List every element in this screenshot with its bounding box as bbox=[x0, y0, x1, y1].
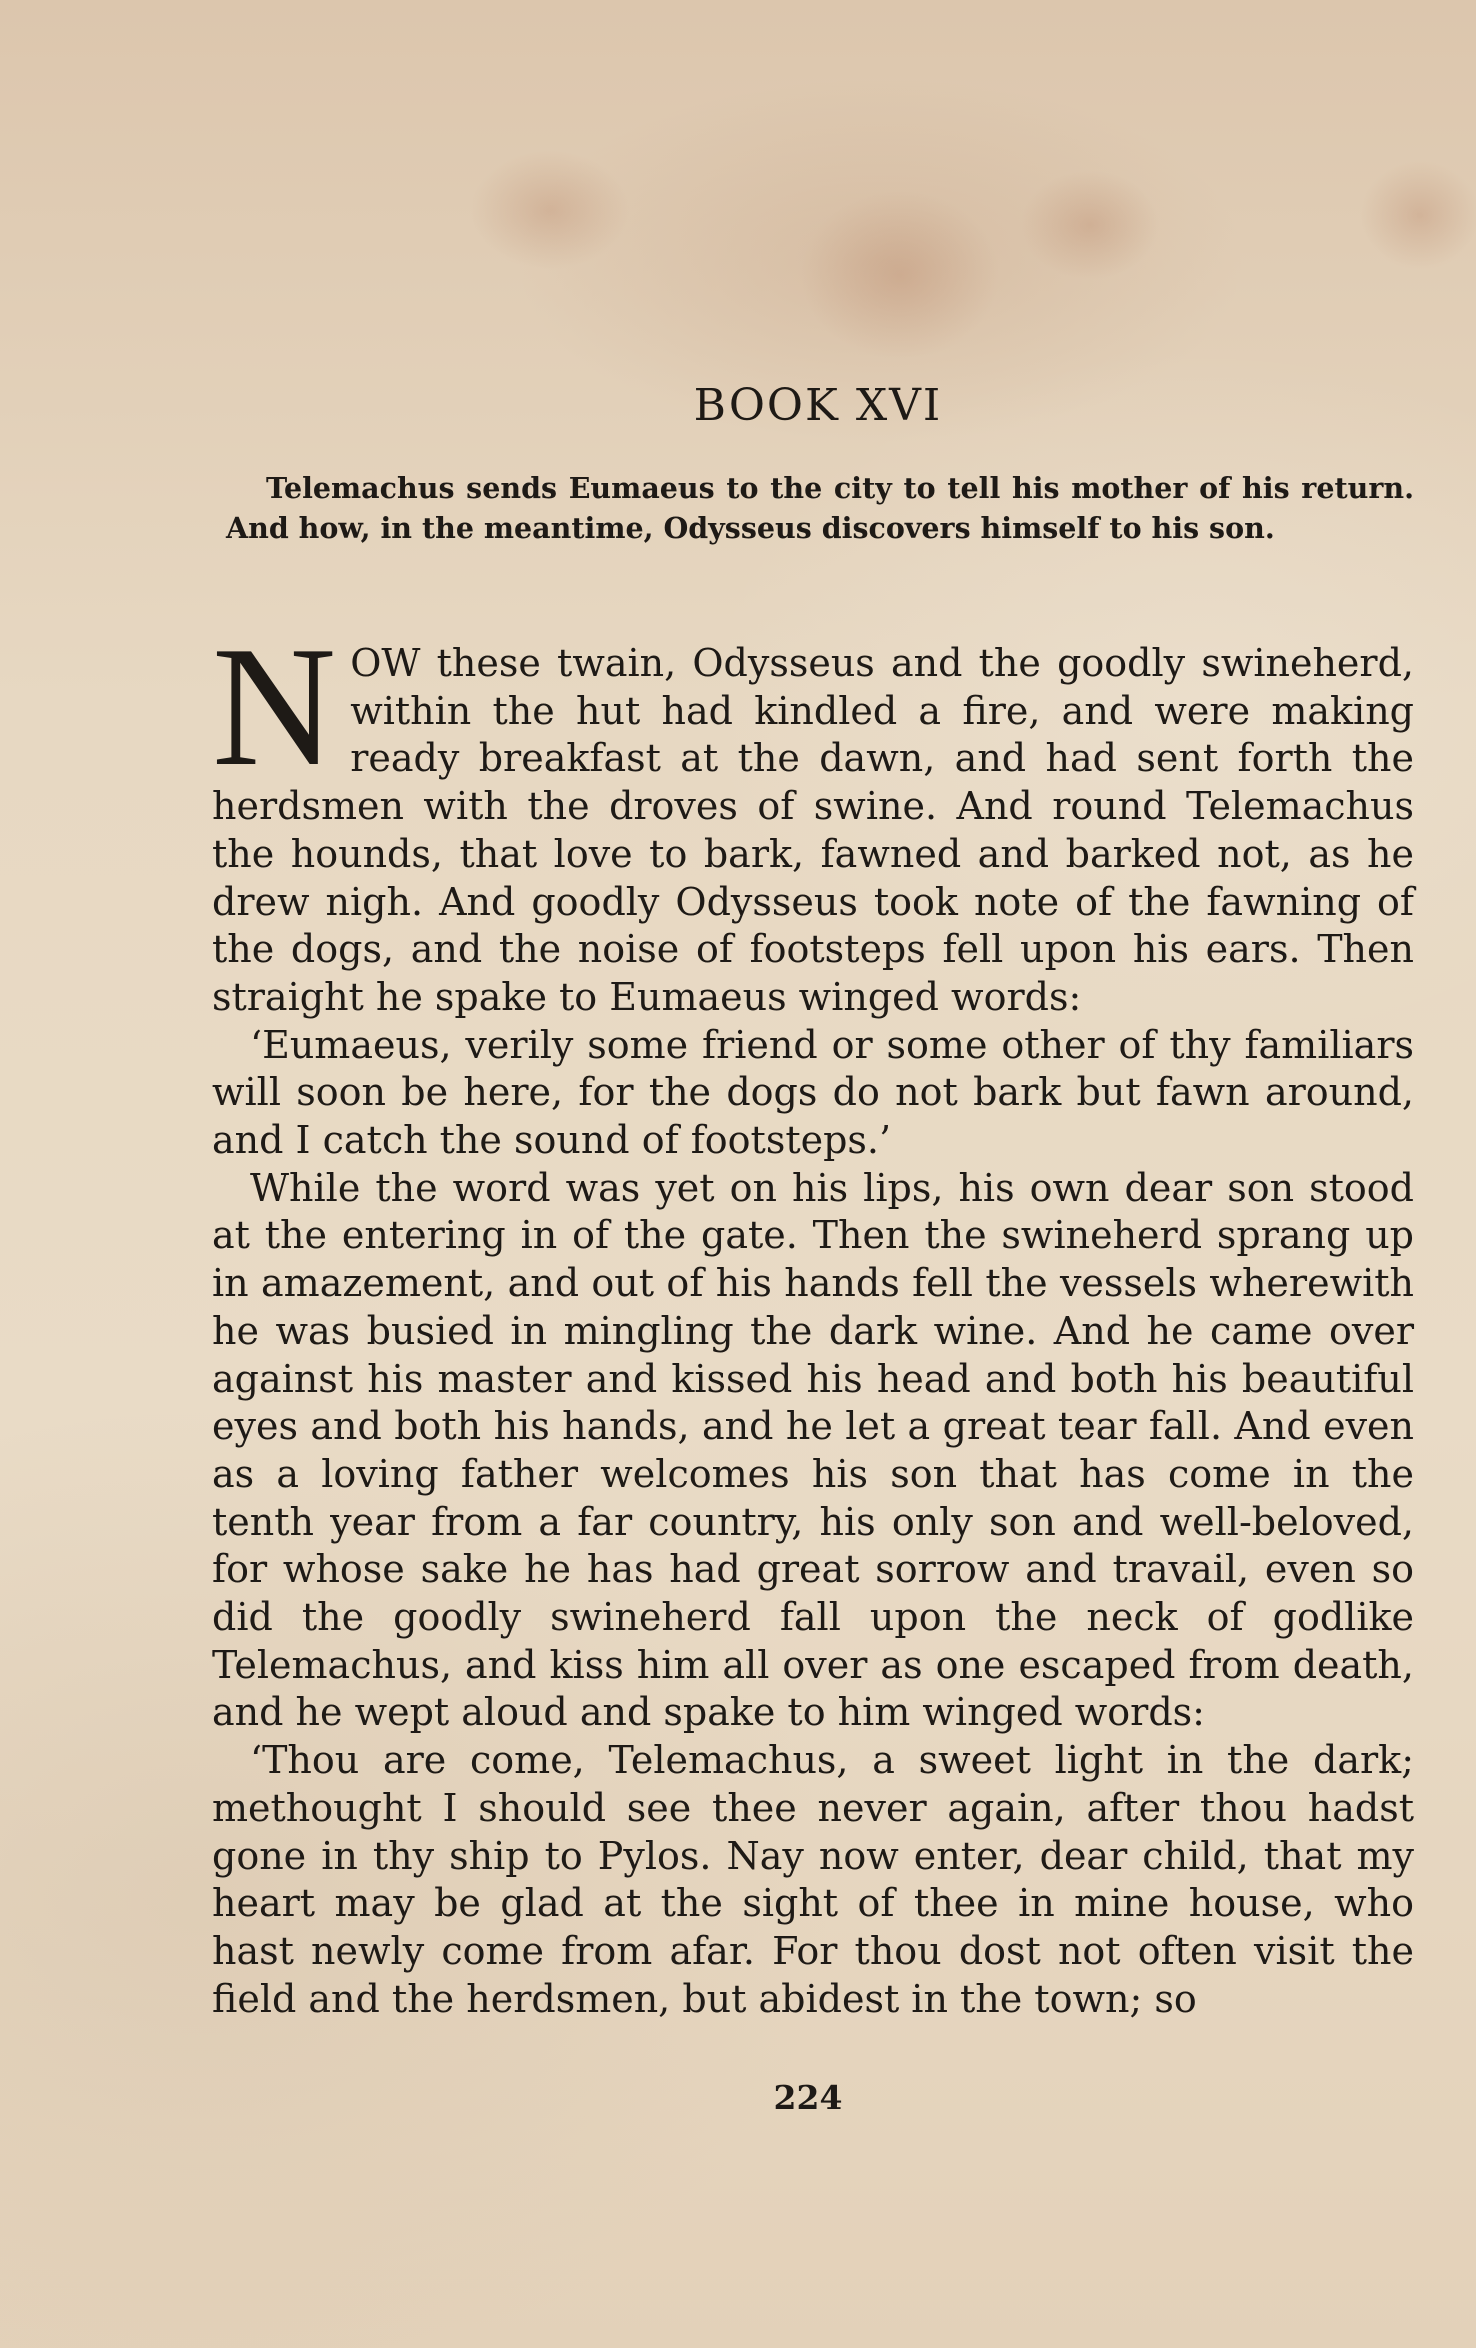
body-text bbox=[212, 612, 1414, 2023]
paragraph-2: ‘Eumaeus, verily some friend or some other of thy familiars will soon be here, for the dogs do not bark but fawn around, and I catch the sound of footsteps.’ bbox=[212, 1022, 1414, 1163]
chapter-synopsis bbox=[226, 468, 1414, 548]
paragraph-4: ‘Thou are come, Telemachus, a sweet light in the dark; methought I should see thee never again, after thou hadst gone in thy ship to Pylos. Nay now enter, dear child, that my heart may be glad at the sight of thee in mine house, who hast newly come from afar. For thou dost not often visit the field and the herdsmen, but abidest in the town; so bbox=[212, 1738, 1414, 2021]
synopsis-text: Telemachus sends Eumaeus to the city to tell his mother of his return. And how, in the meantime, Odysseus discovers himself to his son. bbox=[226, 471, 1414, 545]
water-stain bbox=[1360, 160, 1476, 270]
water-stain bbox=[470, 150, 630, 270]
drop-cap: N bbox=[212, 612, 337, 802]
water-stain bbox=[800, 190, 1000, 360]
book-title: BOOK XVI bbox=[693, 380, 943, 431]
page-number: 224 bbox=[773, 2078, 843, 2117]
paragraph-3: While the word was yet on his lips, his own dear son stood at the entering in of the gate. Then the swineherd sprang up in amazement, and out of his hands fell the vessels wherewith he was busied in mingling the dark wine. And he came over against his master and kissed his head and both his beautiful eyes and both his hands, and he let a great tear fall. And even as a loving father welcomes his son that has come in the tenth year from a far country, his only son and well-beloved, for whose sake he has had great sorrow and travail, even so did the goodly swineherd fall upon the neck of godlike Telemachus, and kiss him all over as one escaped from death, and he wept aloud and spake to him winged words: bbox=[212, 1165, 1414, 1735]
paragraph-1 bbox=[212, 612, 1414, 1022]
paragraph-1-text: OW these twain, Odysseus and the goodly swineherd, within the hut had kindled a fire, and were making ready breakfast at the dawn, and had sent forth the herdsmen with the droves of swine. And round Telemachus the hounds, that love to bark, fawned and barked not, as he drew nigh. And goodly Odysseus took note of the fawning of the dogs, and the noise of footsteps fell upon his ears. Then straight he spake to Eumaeus winged words: bbox=[212, 641, 1414, 1019]
water-stain bbox=[1020, 170, 1160, 280]
